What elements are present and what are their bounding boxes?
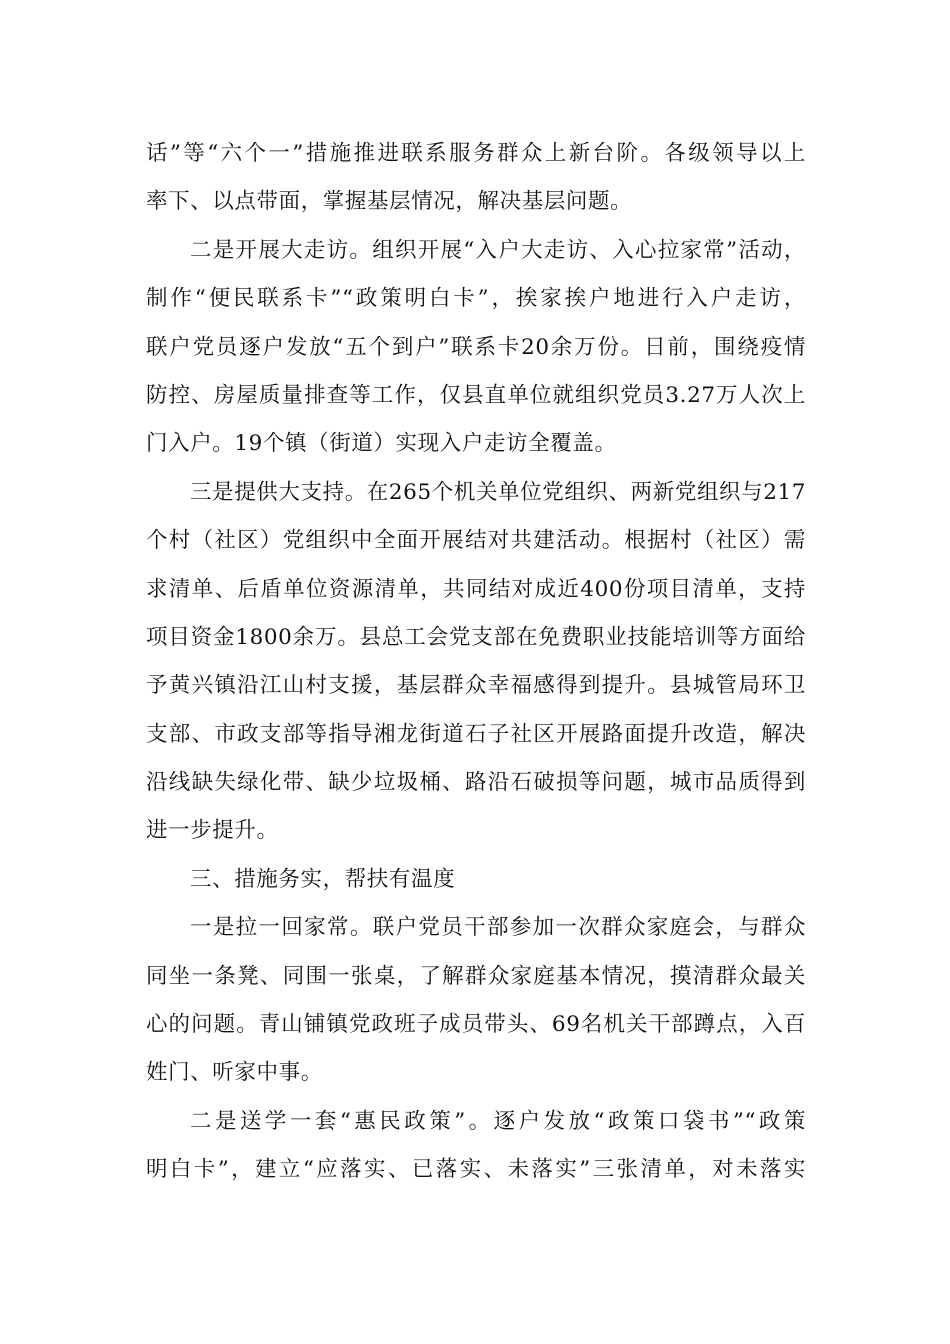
text-line: 防控、房屋质量排查等工作，仅县直单位就组织党员3.27万人次上 [146, 382, 806, 408]
text-line: 支部、市政支部等指导湘龙街道石子社区开展路面提升改造，解决 [146, 721, 806, 747]
section-heading: 三、措施务实，帮扶有温度 [190, 866, 456, 892]
text-line: 进一步提升。 [146, 818, 279, 844]
text-line: 予黄兴镇沿江山村支援，基层群众幸福感得到提升。县城管局环卫 [146, 673, 806, 699]
text-line: 姓门、听家中事。 [146, 1060, 323, 1086]
document-body [146, 130, 806, 1195]
text-line: 个村（社区）党组织中全面开展结对共建活动。根据村（社区）需 [146, 528, 806, 554]
text-line: 沿线缺失绿化带、缺少垃圾桶、路沿石破损等问题，城市品质得到 [146, 770, 806, 796]
text-line: 项目资金1800余万。县总工会党支部在免费职业技能培训等方面给 [146, 624, 806, 650]
paragraph-start-line: 二是送学一套“惠民政策”。逐户发放“政策口袋书”“政策 [190, 1108, 806, 1134]
text-line: 心的问题。青山铺镇党政班子成员带头、69名机关干部蹲点，入百 [146, 1012, 806, 1038]
text-line: 门入户。19个镇（街道）实现入户走访全覆盖。 [146, 431, 617, 457]
text-line: 率下、以点带面，掌握基层情况，解决基层问题。 [146, 189, 633, 215]
text-line: 话”等“六个一”措施推进联系服务群众上新台阶。各级领导以上 [146, 141, 806, 166]
text-line: 明白卡”，建立“应落实、已落实、未落实”三张清单，对未落实 [146, 1157, 806, 1183]
text-line: 制作“便民联系卡”“政策明白卡”，挨家挨户地进行入户走访， [146, 286, 806, 312]
text-line: 联户党员逐户发放“五个到户”联系卡20余万份。日前，围绕疫情 [146, 334, 806, 360]
text-line: 求清单、后盾单位资源清单，共同结对成近400份项目清单，支持 [146, 576, 806, 602]
paragraph-start-line: 二是开展大走访。组织开展“入户大走访、入心拉家常”活动， [190, 237, 806, 263]
text-line: 同坐一条凳、同围一张桌，了解群众家庭基本情况，摸清群众最关 [146, 963, 806, 989]
paragraph-start-line: 三是提供大支持。在265个机关单位党组织、两新党组织与217 [190, 479, 807, 505]
paragraph-start-line: 一是拉一回家常。联户党员干部参加一次群众家庭会，与群众 [190, 915, 806, 941]
